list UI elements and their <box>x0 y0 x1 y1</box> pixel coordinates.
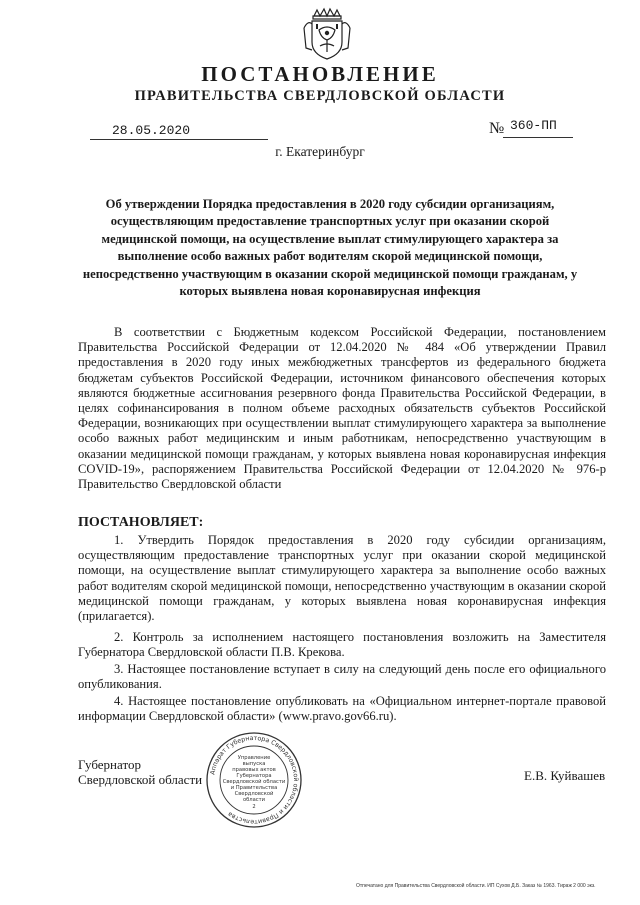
seal-line: области <box>242 797 266 803</box>
signatory-name: Е.В. Куйвашев <box>524 768 606 783</box>
document-issuer: ПРАВИТЕЛЬСТВА СВЕРДЛОВСКОЙ ОБЛАСТИ <box>134 88 506 104</box>
number-label: № <box>489 120 505 137</box>
document-number: 360-ПП <box>510 118 557 133</box>
coat-of-arms-icon <box>300 6 354 62</box>
seal-line: Свердловской <box>234 791 274 797</box>
signatory-position-line1: Губернатор <box>78 757 141 772</box>
print-footer: Отпечатано для Правительства Свердловской области. ИП Сухов Д.Б. Заказ № 1963. Тираж 2 000 экз. <box>356 883 596 889</box>
document-city: г. Екатеринбург <box>275 144 365 159</box>
seal-line: 2 <box>252 804 256 810</box>
number-underline <box>503 137 573 138</box>
preamble: В соответствии с Бюджетным кодексом Российской Федерации, постановлением Правительства Российской Федерации от 12.04.2020 № 484 «Об утверждении Правил предоставления в 2020 году иных межбюджетных трансфертов из федерального бюджета бюджетам субъектов Российской Федерации, источником финансового обеспечения которых являются бюджетные ассигнования резервного фонда Правительства Российской Федерации, в целях софинансирования в полном объеме расходных обязательств субъектов Российской Федерации, возникающих при осуществлении выплат стимулирующего характера за выполнение особо важных работ медицинским и иным работникам, непосредственно участвующим в оказании медицинской помощи гражданам, у которых выявлена новая коронавирусная инфекция COVID-19», распоряжением Правительства Российской Федерации от 12.04.2020 № 976-р Правительство Свердловской области <box>78 325 606 492</box>
signatory-position <box>78 757 202 787</box>
item-2: 2. Контроль за исполнением настоящего постановления возложить на Заместителя Губернатора Свердловской области П.В. Крекова. <box>78 630 606 660</box>
seal-line: Управление <box>237 755 271 761</box>
date-underline <box>90 139 268 140</box>
seal-line: Губернатора <box>236 773 272 779</box>
document-heading: Об утверждении Порядка предоставления в 2020 году субсидии организациям, осуществляющим предоставление транспортных услуг при оказании скорой медицинской помощи, на осуществление выплат стимулирующего характера за выполнение особо важных работ водителям скорой медицинской помощи, непосредственно участвующим в оказании скорой медицинской помощи гражданам, у которых выявлена новая коронавирусная инфекция <box>82 197 578 299</box>
seal-line: выпуска <box>242 761 266 767</box>
seal-line: Свердловской области <box>222 779 286 785</box>
seal-ring-text: Аппарат Губернатора Свердловской области и Правительства <box>209 734 300 826</box>
official-seal <box>204 730 304 830</box>
decree-word: ПОСТАНОВЛЯЕТ: <box>78 515 204 530</box>
signatory-position-line2: Свердловской области <box>78 772 203 787</box>
seal-line: правовых актов <box>232 767 276 773</box>
item-1: 1. Утвердить Порядок предоставления в 2020 году субсидии организациям, осуществляющим предоставление транспортных услуг при оказании скорой медицинской помощи, на осуществление выплат стимулирующего характера за выполнение особо важных работ водителям скорой медицинской помощи, непосредственно участвующим в оказании скорой медицинской помощи гражданам, у которых выявлена новая коронавирусная инфекция (прилагается). <box>78 533 606 624</box>
seal-line: и Правительства <box>230 785 278 791</box>
item-4: 4. Настоящее постановление опубликовать на «Официальном интернет-портале правовой информации Свердловской области» (www.pravo.gov66.ru). <box>78 694 606 724</box>
document-date: 28.05.2020 <box>112 123 191 138</box>
document-title: ПОСТАНОВЛЕНИЕ <box>201 62 439 86</box>
item-3: 3. Настоящее постановление вступает в силу на следующий день после его официального опубликования. <box>78 662 606 692</box>
